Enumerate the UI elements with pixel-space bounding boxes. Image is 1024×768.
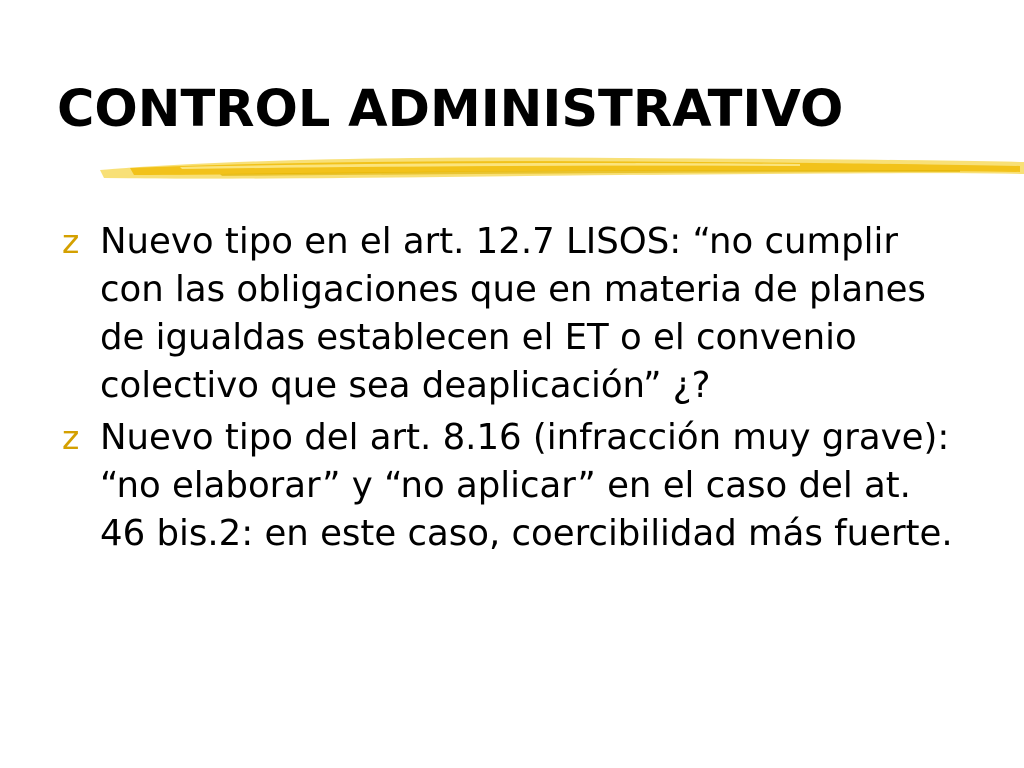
bullet-text: Nuevo tipo del art. 8.16 (infracción muy grave): “no elaborar” y “no aplicar” en el caso del at. 46 bis.2: en este caso, coercibilidad más fuerte. <box>100 417 953 554</box>
z-bullet-icon: z <box>62 418 80 457</box>
z-bullet-icon: z <box>62 222 80 261</box>
title-underline-brushstroke <box>100 150 1024 186</box>
bullet-list <box>62 218 962 562</box>
bullet-item <box>62 414 962 558</box>
bullet-item <box>62 218 962 410</box>
bullet-text: Nuevo tipo en el art. 12.7 LISOS: “no cumplir con las obligaciones que en materia de planes de igualdas establecen el ET o el convenio colectivo que sea deaplicación” ¿? <box>100 221 926 406</box>
slide-title: CONTROL ADMINISTRATIVO <box>57 80 844 139</box>
